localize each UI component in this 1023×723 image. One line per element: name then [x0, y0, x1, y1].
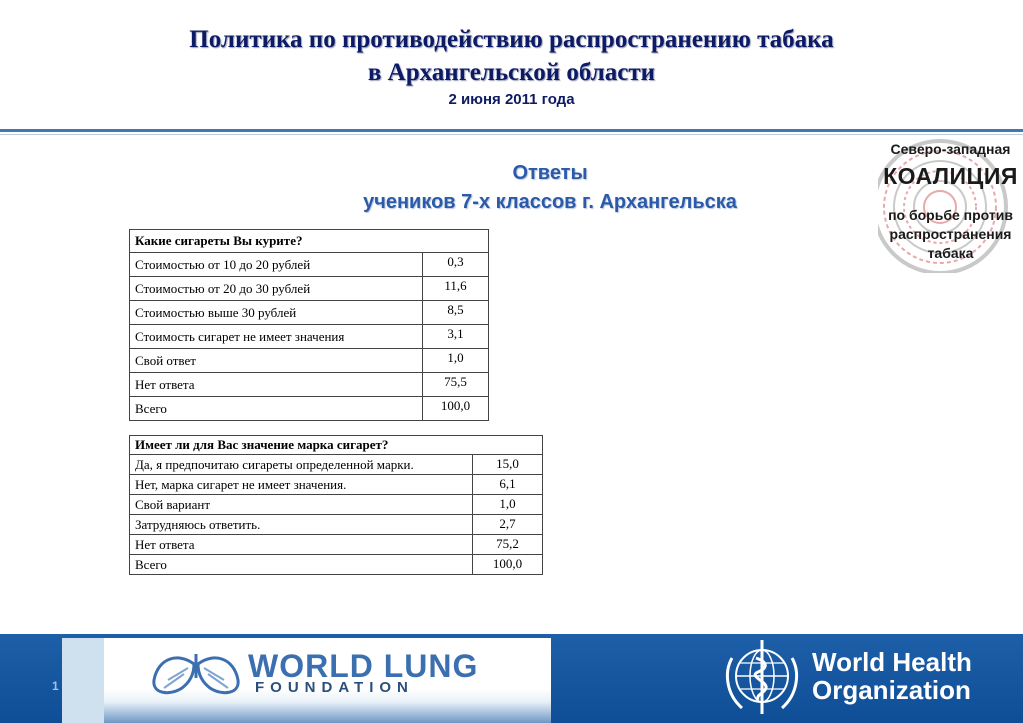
- table-row: [130, 515, 543, 535]
- coalition-line3: по борьбе против: [888, 207, 1013, 223]
- row-label: Стоимость сигарет не имеет значения: [130, 325, 423, 349]
- table-header-row: [130, 436, 543, 455]
- row-value: 75,2: [473, 535, 543, 555]
- row-label: Всего: [130, 397, 423, 421]
- row-value: 15,0: [473, 455, 543, 475]
- table-question: Имеет ли для Вас значение марка сигарет?: [130, 436, 543, 455]
- row-label: Нет, марка сигарет не имеет значения.: [130, 475, 473, 495]
- footer-left-panel: [62, 638, 104, 723]
- page-title-line1: Политика по противодействию распространению табака: [189, 26, 834, 53]
- cigarette-brand-table: [129, 435, 543, 575]
- row-value: 3,1: [423, 325, 489, 349]
- table-header-row: [130, 230, 489, 253]
- row-label: Стоимостью от 10 до 20 рублей: [130, 253, 423, 277]
- row-value: 1,0: [473, 495, 543, 515]
- table-row: [130, 349, 489, 373]
- table-row: [130, 475, 543, 495]
- header-divider: [0, 129, 1023, 132]
- subtitle-line2: учеников 7-х классов г. Архангельска: [363, 191, 737, 213]
- table-row: [130, 277, 489, 301]
- cigarette-price-table: [129, 229, 489, 421]
- header-divider-thin: [0, 134, 1023, 135]
- row-label: Свой вариант: [130, 495, 473, 515]
- row-value: 1,0: [423, 349, 489, 373]
- row-label: Нет ответа: [130, 535, 473, 555]
- coalition-logo: [878, 133, 1023, 273]
- row-label: Всего: [130, 555, 473, 575]
- table-question: Какие сигареты Вы курите?: [130, 230, 489, 253]
- row-label: Да, я предпочитаю сигареты определенной марки.: [130, 455, 473, 475]
- row-value: 0,3: [423, 253, 489, 277]
- row-value: 100,0: [423, 397, 489, 421]
- row-value: 11,6: [423, 277, 489, 301]
- table-row: [130, 325, 489, 349]
- page-date: 2 июня 2011 года: [448, 91, 575, 108]
- coalition-line1: Северо-западная: [890, 141, 1011, 157]
- row-value: 6,1: [473, 475, 543, 495]
- coalition-line5: табака: [927, 245, 974, 261]
- lungs-icon: [148, 650, 244, 700]
- row-label: Затрудняюсь ответить.: [130, 515, 473, 535]
- row-value: 2,7: [473, 515, 543, 535]
- subtitle-line1: Ответы: [512, 162, 588, 184]
- row-label: Стоимостью от 20 до 30 рублей: [130, 277, 423, 301]
- row-value: 100,0: [473, 555, 543, 575]
- table-row: [130, 301, 489, 325]
- table-row: [130, 373, 489, 397]
- coalition-line4: распространения: [889, 226, 1012, 242]
- wlf-subtitle: FOUNDATION: [255, 679, 414, 696]
- row-label: Нет ответа: [130, 373, 423, 397]
- table-row: [130, 555, 543, 575]
- who-emblem-icon: [718, 638, 806, 716]
- page-number: 1: [52, 679, 59, 693]
- wlf-title: WORLD LUNG: [248, 648, 479, 684]
- table-row: [130, 455, 543, 475]
- coalition-line2: КОАЛИЦИЯ: [883, 163, 1018, 189]
- row-value: 8,5: [423, 301, 489, 325]
- row-label: Стоимостью выше 30 рублей: [130, 301, 423, 325]
- row-value: 75,5: [423, 373, 489, 397]
- table-row: [130, 495, 543, 515]
- table-row: [130, 253, 489, 277]
- page-title-line2: в Архангельской области: [367, 59, 656, 86]
- who-line1: World Health: [812, 647, 972, 677]
- table-row: [130, 535, 543, 555]
- row-label: Свой ответ: [130, 349, 423, 373]
- table-row: [130, 397, 489, 421]
- who-line2: Organization: [812, 675, 971, 705]
